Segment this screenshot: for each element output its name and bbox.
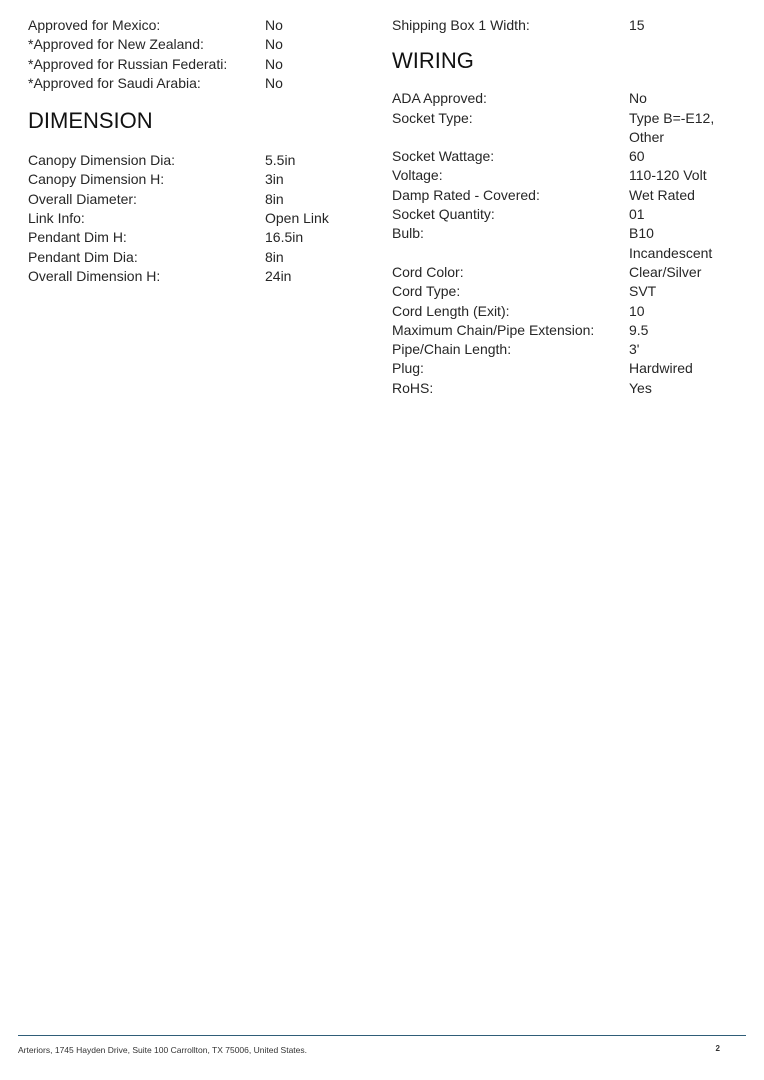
spec-label: *Approved for Russian Federati:: [28, 55, 228, 72]
spec-value: 9.5: [629, 321, 649, 338]
spec-row: [392, 263, 742, 282]
spec-value: 15: [629, 17, 645, 33]
spec-label: Pendant Dim H:: [28, 229, 127, 246]
spec-label: Link Info:: [28, 210, 85, 227]
spec-row: [28, 170, 368, 189]
spec-row: [392, 302, 742, 321]
spec-row: [28, 228, 368, 247]
right-column: [392, 16, 742, 398]
spec-row: [28, 209, 368, 228]
spec-label: Overall Dimension H:: [28, 267, 161, 284]
footer-address: Arteriors, 1745 Hayden Drive, Suite 100 Carrollton, TX 75006, United States.: [18, 1045, 307, 1055]
spec-value: 8in: [265, 190, 284, 207]
spec-row: [28, 35, 368, 54]
spec-row: [392, 186, 742, 205]
spec-label: *Approved for Saudi Arabia:: [28, 74, 201, 91]
spec-label: Approved for Mexico:: [28, 17, 161, 33]
spec-row: [392, 89, 742, 108]
spec-value: 01: [629, 206, 645, 223]
spec-row: [392, 147, 742, 166]
spec-label: Damp Rated - Covered:: [392, 186, 540, 203]
spec-value: No: [265, 74, 283, 91]
spec-value: Type B=-E12, Other: [629, 109, 715, 145]
spec-row: [28, 248, 368, 267]
spec-label: Cord Length (Exit):: [392, 302, 510, 319]
spec-label: Maximum Chain/Pipe Extension:: [392, 321, 595, 338]
spec-label: *Approved for New Zealand:: [28, 36, 204, 53]
spec-row: [392, 321, 742, 340]
spec-label: Canopy Dimension H:: [28, 171, 165, 188]
spec-row: [28, 190, 368, 209]
spec-value: Open Link: [265, 210, 329, 227]
footer-divider: [18, 1035, 746, 1036]
spec-value: B10 Incandescent: [629, 225, 713, 261]
dimension-heading: DIMENSION: [28, 108, 153, 134]
spec-row: [28, 16, 368, 35]
spec-row: [392, 340, 742, 359]
spec-row: [392, 166, 742, 185]
spec-value: No: [265, 36, 283, 53]
spec-value: SVT: [629, 283, 657, 300]
spec-row: [392, 224, 742, 261]
spec-label: ADA Approved:: [392, 90, 487, 107]
spec-value: 10: [629, 302, 645, 319]
spec-value: Hardwired: [629, 360, 693, 377]
left-column: [28, 16, 368, 286]
spec-row: [392, 379, 742, 398]
spec-label: Canopy Dimension Dia:: [28, 152, 176, 169]
spec-value: No: [265, 17, 283, 33]
spec-value: Wet Rated: [629, 186, 695, 203]
spec-label: Plug:: [392, 360, 424, 377]
spec-row: [28, 267, 368, 286]
page-number: 2: [715, 1044, 720, 1053]
spec-label: Cord Color:: [392, 263, 464, 280]
wiring-heading: WIRING: [392, 48, 474, 74]
spec-value: 60: [629, 148, 645, 165]
spec-label: Bulb:: [392, 225, 424, 242]
spec-row: [28, 74, 368, 93]
spec-row: [28, 151, 368, 170]
spec-value: No: [265, 55, 283, 72]
spec-value: 5.5in: [265, 152, 296, 169]
spec-value: 8in: [265, 248, 284, 265]
spec-value: 24in: [265, 267, 292, 284]
spec-value: Clear/Silver: [629, 263, 702, 280]
spec-label: Socket Quantity:: [392, 206, 495, 223]
spec-label: RoHS:: [392, 379, 434, 396]
spec-label: Cord Type:: [392, 283, 461, 300]
spec-label: Socket Wattage:: [392, 148, 495, 165]
spec-value: 3in: [265, 171, 284, 188]
spec-label: Shipping Box 1 Width:: [392, 17, 530, 33]
spec-row: [392, 282, 742, 301]
spec-label: Overall Diameter:: [28, 190, 137, 207]
spec-row: [392, 109, 742, 145]
spec-value: 16.5in: [265, 229, 304, 246]
spec-value: Yes: [629, 379, 652, 396]
spec-value: No: [629, 90, 647, 107]
spec-label: Pipe/Chain Length:: [392, 341, 512, 358]
spec-row: [392, 359, 742, 378]
spec-row: [392, 16, 742, 35]
spec-label: Socket Type:: [392, 109, 473, 126]
spec-row: [28, 55, 368, 74]
spec-row: [392, 205, 742, 224]
spec-label: Voltage:: [392, 167, 443, 184]
spec-value: 3': [629, 341, 640, 358]
spec-label: Pendant Dim Dia:: [28, 248, 138, 265]
spec-value: 110-120 Volt: [629, 167, 707, 184]
